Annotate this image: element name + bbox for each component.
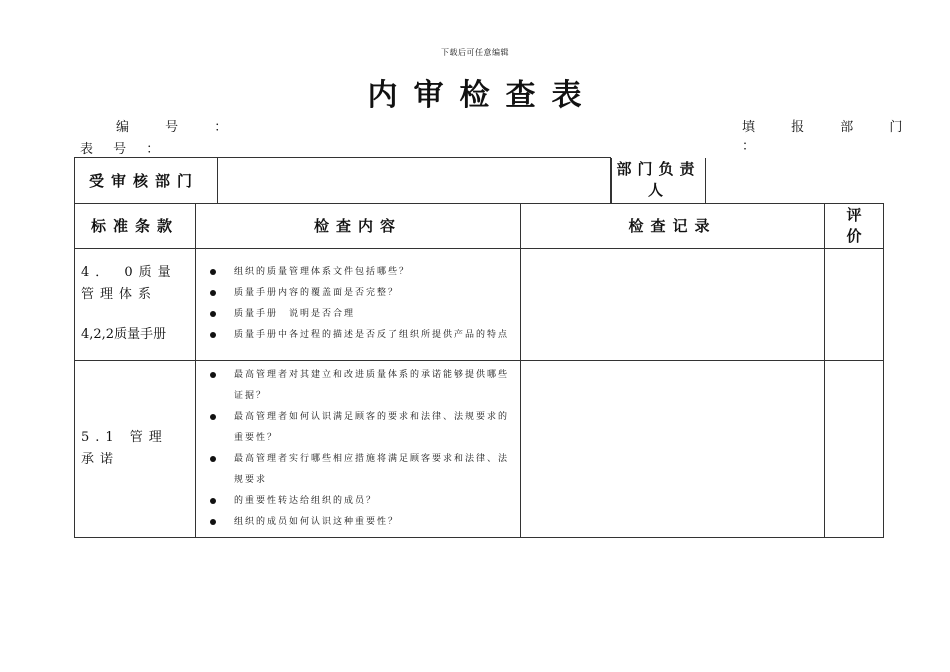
number-label: 编 号 ： bbox=[116, 120, 244, 135]
check-item-text: 质量手册内容的覆盖面是否完整？ bbox=[234, 288, 400, 298]
download-note: 下载后可任意编辑 bbox=[441, 48, 509, 57]
bullet-icon bbox=[210, 290, 216, 296]
evaluation-cell[interactable] bbox=[825, 360, 884, 537]
audited-dept-value[interactable] bbox=[218, 158, 611, 204]
check-content-cell bbox=[196, 360, 521, 537]
check-item bbox=[208, 325, 512, 346]
check-item-text: 质量手册中各过程的描述是否反了组织所提供产品的特点 bbox=[234, 330, 510, 340]
bullet-icon bbox=[210, 332, 216, 338]
check-item bbox=[208, 304, 512, 325]
check-item bbox=[208, 365, 512, 407]
dept-head-value[interactable] bbox=[706, 158, 884, 203]
table-row bbox=[75, 360, 884, 537]
bullet-icon bbox=[210, 414, 216, 420]
check-item bbox=[208, 512, 512, 533]
bullet-icon bbox=[210, 498, 216, 504]
clause-cell bbox=[75, 248, 196, 360]
audited-dept-row bbox=[75, 158, 884, 204]
bullet-icon bbox=[210, 269, 216, 275]
check-content-cell bbox=[196, 248, 521, 360]
form-number-label: 表 号 ： bbox=[80, 142, 168, 157]
clause-title: 4． 0质量管理体系 bbox=[81, 265, 177, 302]
check-item-text: 的重要性转达给组织的成员？ bbox=[234, 495, 378, 506]
bullet-icon bbox=[210, 311, 216, 317]
reporting-dept-label: 填 报 部 门 ： bbox=[742, 120, 919, 154]
check-items-list bbox=[196, 361, 520, 537]
clause-cell bbox=[75, 360, 196, 537]
check-item-text: 质量手册 说明是否合理 bbox=[234, 309, 356, 319]
bullet-icon bbox=[210, 456, 216, 462]
check-item-text: 最高管理者实行哪些相应措施将满足顾客要求和法律、法规要求 bbox=[234, 453, 510, 485]
check-item-text: 最高管理者对其建立和改进质量体系的承诺能够提供哪些证据？ bbox=[234, 369, 510, 401]
col-header-check-record: 检查记录 bbox=[521, 203, 825, 248]
check-record-cell[interactable] bbox=[521, 248, 825, 360]
clause-title: 5.1 管理承诺 bbox=[81, 429, 168, 467]
check-item bbox=[208, 283, 512, 304]
check-item-text: 最高管理者如何认识满足顾客的要求和法律、法规要求的重要性？ bbox=[234, 411, 510, 443]
check-record-cell[interactable] bbox=[521, 360, 825, 537]
bullet-icon bbox=[210, 372, 216, 378]
audited-dept-label: 受审核部门 bbox=[75, 158, 218, 204]
col-header-standard-clause: 标准条款 bbox=[75, 203, 196, 248]
table-row bbox=[75, 248, 884, 360]
dept-head-label: 部门负责人 bbox=[612, 158, 706, 203]
check-item bbox=[208, 491, 512, 512]
check-item-text: 组织的成员如何认识这种重要性？ bbox=[234, 516, 400, 527]
check-items-list bbox=[196, 258, 520, 350]
clause-subtitle: 4,2,2质量手册 bbox=[81, 327, 167, 342]
evaluation-cell[interactable] bbox=[825, 248, 884, 360]
check-item bbox=[208, 449, 512, 491]
check-item-text: 组织的质量管理体系文件包括哪些？ bbox=[234, 267, 411, 277]
col-header-check-content: 检查内容 bbox=[196, 203, 521, 248]
bullet-icon bbox=[210, 519, 216, 525]
audit-checklist-table bbox=[74, 157, 884, 538]
document-title: 内审检查表 bbox=[367, 78, 598, 113]
column-header-row bbox=[75, 203, 884, 248]
col-header-evaluation: 评价 bbox=[825, 203, 884, 248]
check-item bbox=[208, 262, 512, 283]
check-item bbox=[208, 407, 512, 449]
dept-head-subtable bbox=[611, 158, 884, 203]
